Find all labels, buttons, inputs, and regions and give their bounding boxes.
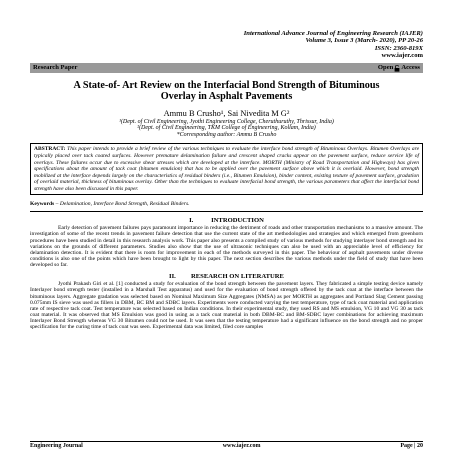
affiliation-1: ¹(Dept. of Civil Engineering, Jyothi Engineering College, Cheruthuruthy, Thrissur, India) — [119, 118, 334, 125]
affiliation-2: ²(Dept. of Civil Engineering, TKM College of Engineering, Kollam, India) — [137, 125, 316, 132]
journal-header — [30, 0, 423, 60]
footer-page-number: Page | 20 — [400, 443, 423, 449]
footer-divider — [30, 441, 423, 442]
page-footer — [30, 443, 423, 453]
open-access-prefix: Open — [377, 64, 394, 72]
keywords-line — [30, 201, 423, 207]
section-number: I. — [189, 217, 194, 225]
journal-issn: ISSN: 2360-819X — [374, 44, 423, 52]
literature-paragraph: Jyothi Prakash Giri et al. [1] conducted a study for evaluation of the bond strength between the pavement layers. They fabricated a simple testing device namely Interlayer bond strength tester (installed in a Marshall Test apparatus) and used for the evaluation of bond strength offered by the tack coat at the interface between the bituminous layers. Aggregate gradation was selected based on Nominal Maximum Size Aggregates (NMSA) as per MORTH as aggregates and Portland Slag Cement passing 0.075mm IS sieve was used as fillers in DBM, BC BM and SDBC layers. Experiments were conducted varying the test temperature, type of tack coat material and application rate of respective tack coat. Test temperature was selected based on Indian conditions. In their experimental study, they used RS and MS emulsion, VG 10 and VG 30 as tack coat material. It was observed that MS Emulsion was good in using as a tack coat material in both DBM-BC and BM-SDBC layer combinations for achieving maximum Interlayer Bond Strength whereas VG 30 Bitumen could not be used. It was seen that the testing temperature had a significant influence on the bond strength and no proper specification for the curing time of tack coat was seen. Experimental data was limited, filed core samples — [30, 281, 423, 331]
journal-url[interactable]: www.iajer.com — [381, 52, 423, 60]
abstract-box — [30, 143, 423, 195]
paper-type-label: Research Paper — [33, 64, 78, 72]
section-heading-introduction — [30, 217, 423, 224]
paper-title: A State-of- Art Review on the Interfacial Bond Strength of Bituminous Overlay in Asphalt Pavements — [73, 79, 380, 103]
abstract-label: ABSTRACT: — [34, 146, 66, 153]
author-affiliations — [30, 119, 423, 139]
abstract-text: This paper intends to provide a brief review of the various techniques to evaluate the interface bond strength of Bituminous Overlays. Bitumen Overlays are typically placed over tack coated surfaces. However premature delamination failure and crescent shaped cracks appear on the pavement surface, reduce service life of overlays. These failures occur due to excessive shear stresses which are developed at the interface. MORTH (Ministry of Road Transportation and Highways) has given specifications about the amount of tack coat (bitumen emulsion) that has to be applied over the pavement surface above which it is overlaid. However, bond strength mobilized at the interface depends largely on the characteristics of residual binders (i.e., Bitumen Emulsion), binder content, existing texture of pavement surface, gradation of overlaid material, thickness of bituminous overlay. Other than the techniques to evaluate interfacial bond strength, the various parameters that affect the interfacial bond strength have also been discussed in this paper. — [34, 146, 420, 192]
section-heading-literature — [30, 273, 423, 280]
paper-type-ribbon — [30, 63, 423, 73]
open-access-suffix: Access — [401, 64, 420, 72]
keywords-text: – Delamination, Interface Bond Strength, Residual Binders. — [54, 201, 190, 208]
corresponding-author: *Corresponding author: Ammu B Crusho — [176, 131, 277, 138]
section-number: II. — [169, 273, 176, 281]
journal-name: International Advance Journal of Engineering Research (IAJER) — [243, 30, 423, 37]
footer-url[interactable]: www.iajer.com — [222, 443, 261, 449]
open-lock-icon — [394, 65, 400, 71]
footer-journal: Engineering Journal — [30, 443, 83, 449]
section-title: RESEARCH ON LITERATURE — [191, 273, 284, 281]
introduction-paragraph: Early detection of pavement failures pays paramount importance in reducing the detriment of roads and other transportation mechanisms to a massive amount. The investigation of some of the recent trends in pavement failure detection that use the current state of the art methodologies and strategies and which emerged from greenhorn procedures have been studied in detail in this research analysis work. This paper also presents a compiled study of various methods for studying interlayer bond strength and its variations on the grounds of different parameters. Studies also show that the use of ultrasonic techniques can also be used with an appreciable level of efficiency for delamination detection. It is evident that there is room for improvement in each of the methods surveyed in this paper. The behaviour of asphalt pavements under diverse conditions is also one of the points which have been brought to light by this paper. The next section describes the various methods under the field of study that have been developed so far. — [30, 225, 423, 269]
keywords-label: Keywords — [30, 201, 55, 208]
journal-volume: Volume 3, Issue 3 (March- 2020), PP 20-26 — [305, 37, 423, 45]
open-access-badge — [378, 64, 420, 71]
paper-authors: Ammu B Crusho¹, Sai Nivedita M G² — [163, 108, 290, 118]
section-title: INTRODUCTION — [211, 217, 264, 225]
body-text — [30, 212, 423, 352]
